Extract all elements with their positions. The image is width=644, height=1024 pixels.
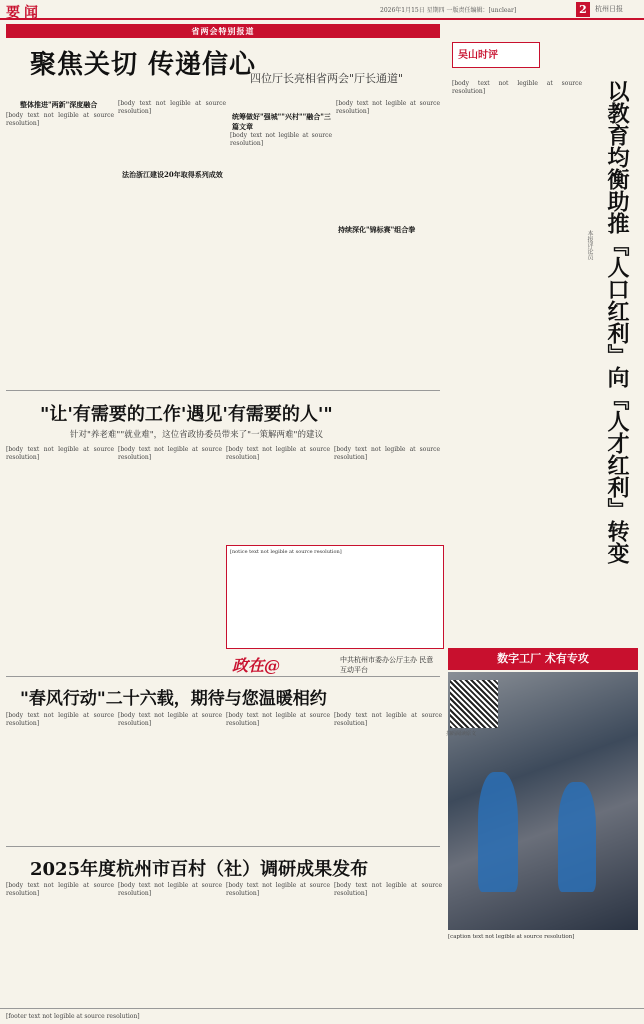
story4-body-col3: [body text not legible at source resolution] [226,882,330,898]
qr-caption: 扫码阅读原文 [446,731,477,737]
story2-body-col4: [body text not legible at source resolution] [334,446,440,462]
divider [6,676,440,677]
story4-body-col4: [body text not legible at source resolution] [334,882,442,898]
sidebar-tag: 吴山时评 [458,50,498,61]
story1-boxhead-2: 法治浙江建设20年取得系列成效 [122,170,223,179]
photo-figure-2 [558,782,596,892]
story3-body-col2: [body text not legible at source resolution] [118,712,222,728]
story2-body-col2: [body text not legible at source resolution] [118,446,222,462]
story3-body-col4: [body text not legible at source resolution] [334,712,442,728]
issue-info: 2026年1月15日 星期四 一版责任编辑：[unclear] [380,7,517,14]
story3-body-col1: [body text not legible at source resolution] [6,712,114,728]
story1-headline: 聚焦关切 传递信心 [30,50,257,80]
sidebar-title: 以教育均衡助推『人口红利』向『人才红利』转变 [604,80,630,564]
story1-body-col3: [body text not legible at source resolution] [230,132,332,148]
section-banner: 省两会特别报道 [6,24,440,38]
story4-body-col2: [body text not legible at source resolution] [118,882,222,898]
story3-body-col3: [body text not legible at source resolution] [226,712,330,728]
page-number: 2 [576,2,590,17]
story1-body-col1: [body text not legible at source resolution] [6,112,114,128]
zhengzai-subtitle: 中共杭州市委办公厅主办 民意互动平台 [340,656,434,674]
sidebar-author: 本报评论员 [586,230,593,260]
story2-body-col3: [body text not legible at source resolution] [226,446,330,462]
story4-headline: 2025年度杭州市百村（社）调研成果发布 [30,859,369,880]
section-name: 要闻 [6,5,42,21]
footer: [footer text not legible at source resolution] [0,1008,644,1024]
story2-headline: "让'有需要的工作'遇见'有需要的人'" [40,404,333,425]
right-band: 数字工厂 术有专攻 [448,648,638,670]
story2-body-col1: [body text not legible at source resolution] [6,446,114,462]
divider [6,846,440,847]
notice-text: [notice text not legible at source resolution] [230,549,342,555]
story1-body-col4: [body text not legible at source resolution] [336,100,440,116]
photo-figure-1 [478,772,518,892]
zhengzai-logo: 政在@ [232,656,281,675]
story1-boxhead-1: 整体推进"两新"深度融合 [20,100,98,109]
story4-body-col1: [body text not legible at source resolution] [6,882,114,898]
sidebar-body: [body text not legible at source resolution] [452,80,582,96]
story1-subhead: 四位厅长亮相省两会"厅长通道" [250,72,404,85]
photo-caption: [caption text not legible at source resolution] [448,934,575,940]
story1-boxhead-3: 统筹做好"强城""兴村""融合"三篇文章 [232,112,331,131]
story1-body-col2: [body text not legible at source resolution] [118,100,226,116]
paper-name: 杭州日报 [595,5,623,13]
notice-box [226,545,444,649]
qr-code [450,680,498,728]
divider [6,390,440,391]
story2-subhead: 针对"养老难""就业难"，这位省政协委员带来了"一策解两难"的建议 [70,430,323,440]
story3-headline: "春风行动"二十六载，期待与您温暖相约 [20,689,327,709]
story1-boxhead-4: 持续深化"锦标赛"组合拳 [338,225,416,234]
